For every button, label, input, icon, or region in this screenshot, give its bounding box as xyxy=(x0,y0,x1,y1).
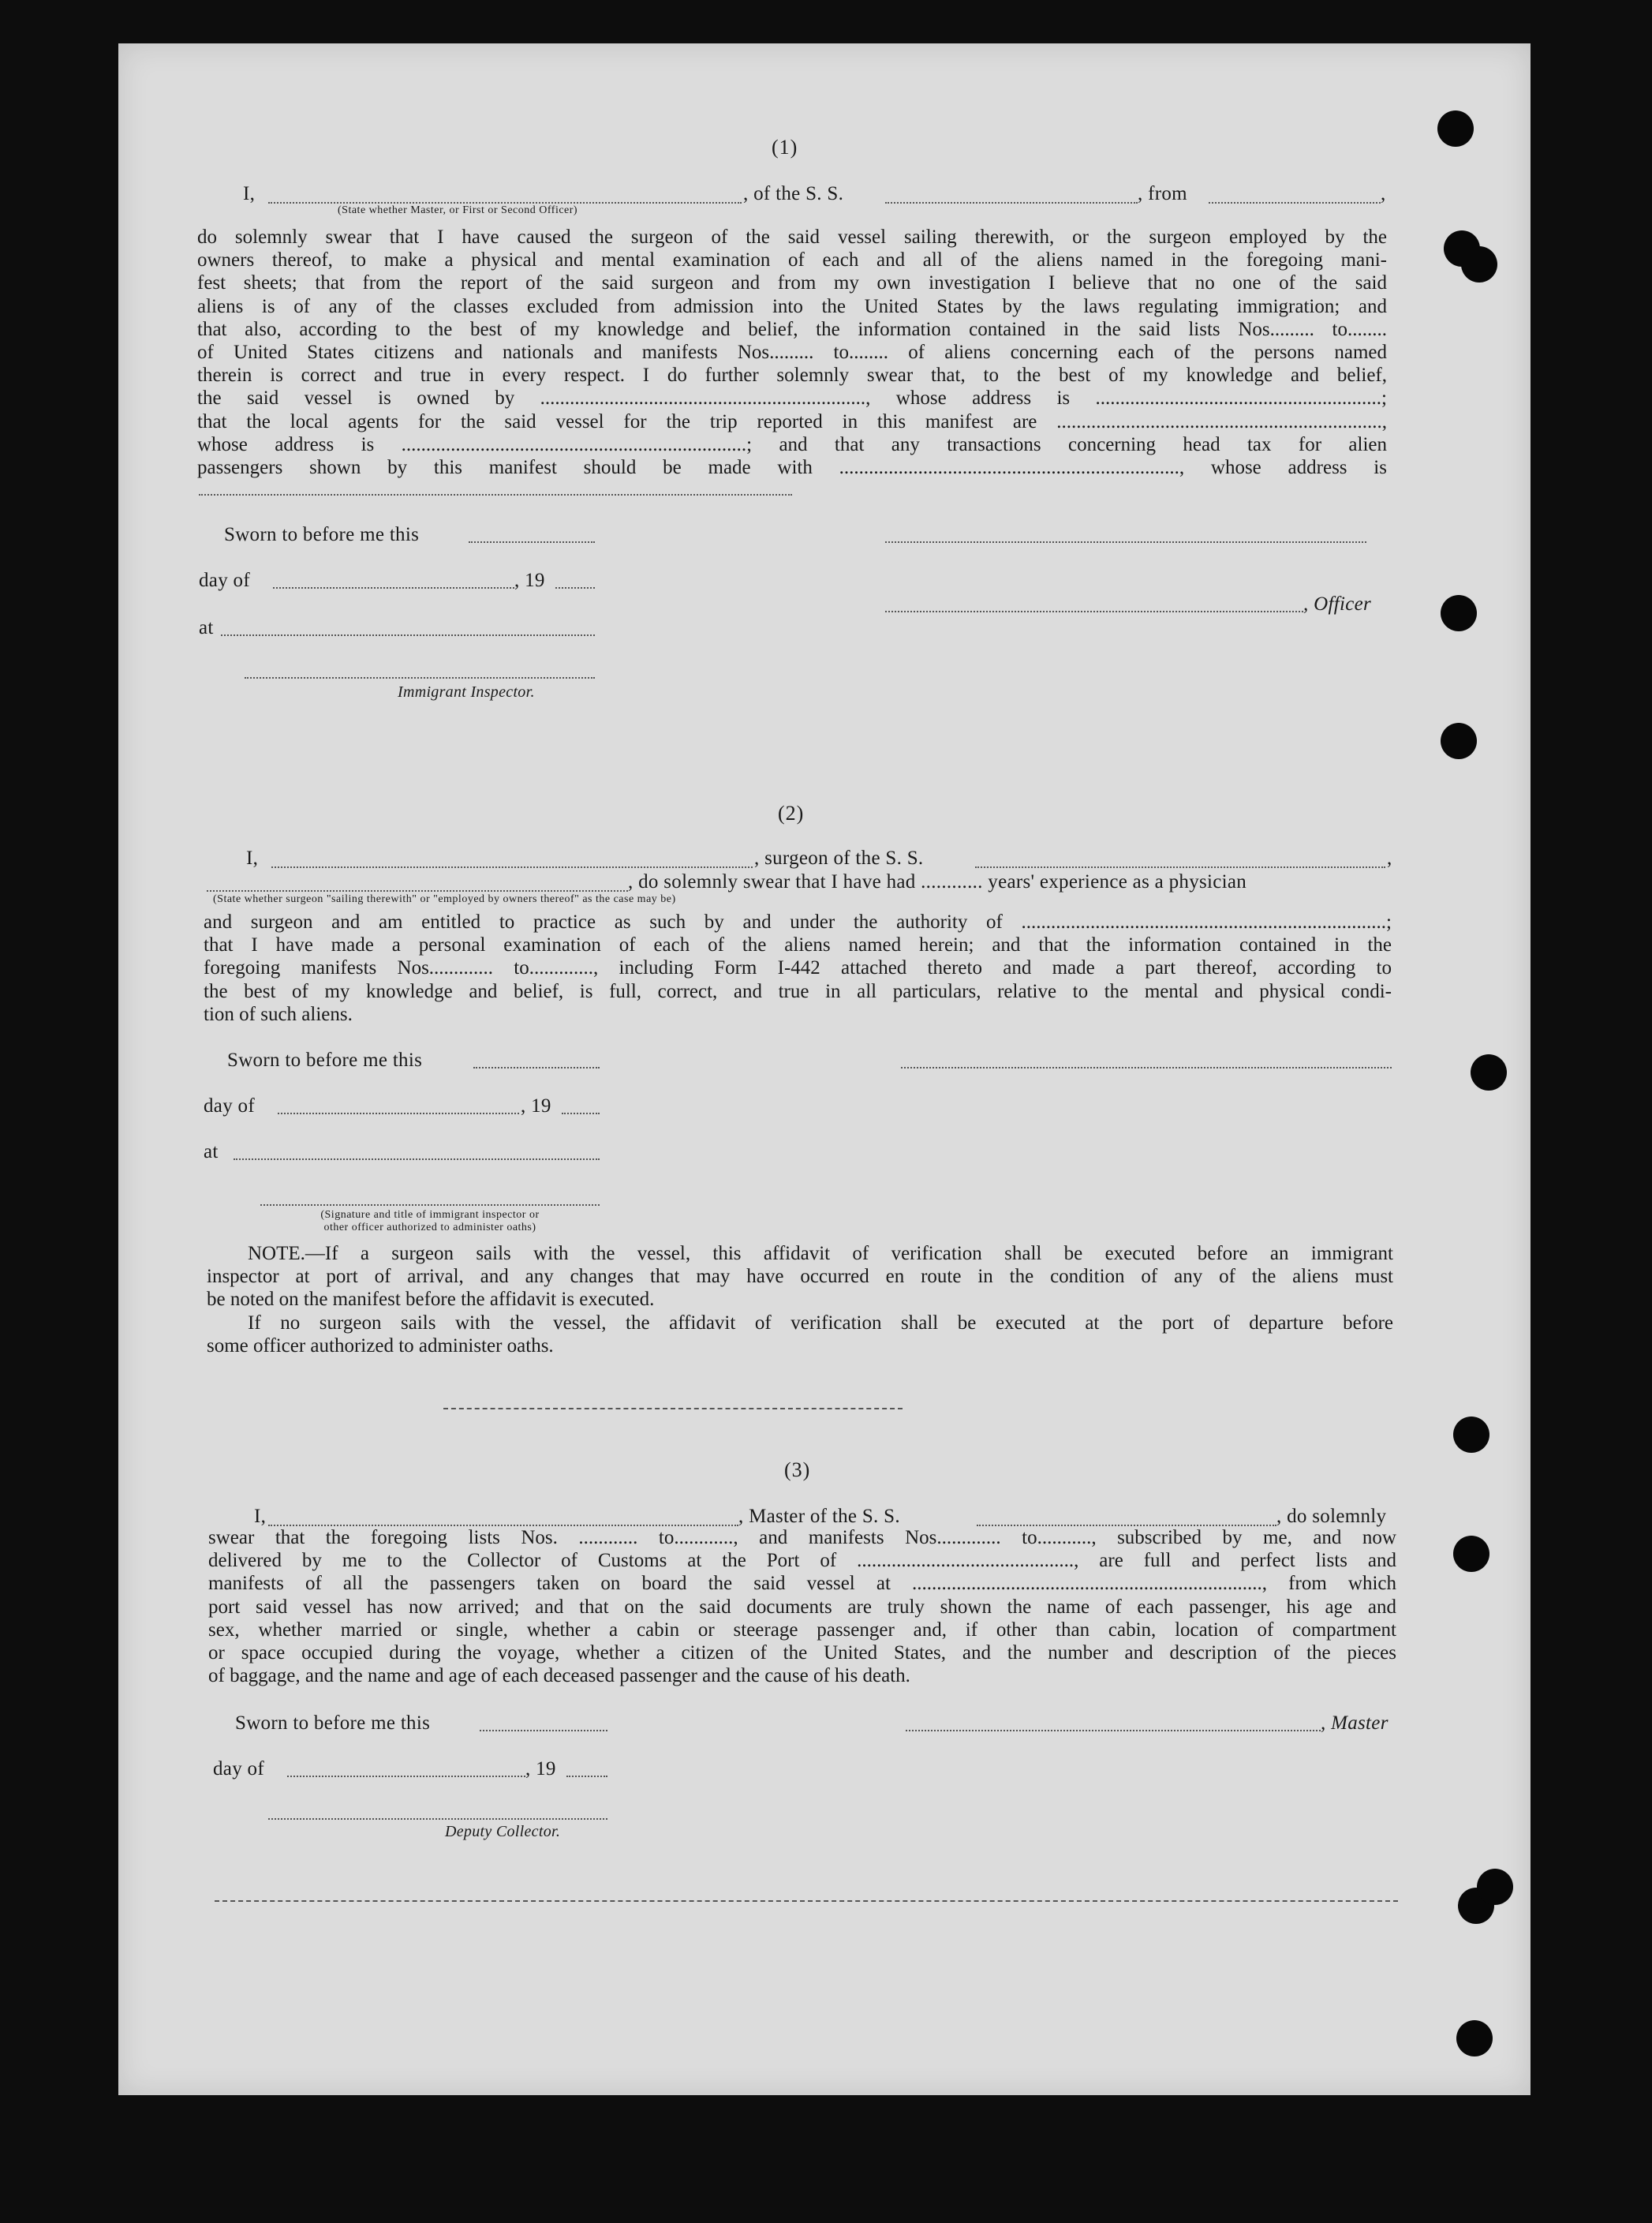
punch-hole xyxy=(1456,2020,1493,2056)
blank-line xyxy=(566,1776,607,1777)
note-line: NOTE.—If a surgeon sails with the vessel, this affidavit of verification shall be executed before an immigrant xyxy=(248,1243,1393,1264)
paragraph-line: swear that the foregoing lists Nos. ............ to............, and manifests Nos............. to..........., subscribed by me, and now xyxy=(208,1527,1396,1548)
experience-line: , do solemnly swear that I have had ............ years' experience as a physician xyxy=(628,871,1247,893)
oath-paragraph xyxy=(204,911,1392,1026)
oath-paragraph xyxy=(208,1526,1396,1687)
blank-line xyxy=(271,866,753,868)
section-number: (1) xyxy=(772,136,798,159)
surgeon-label: , surgeon of the S. S. xyxy=(754,848,924,869)
paragraph-line: fest sheets; that from the report of the said surgeon and from my own investigation I believe that no one of the said xyxy=(197,272,1387,294)
blank-line xyxy=(1209,202,1381,204)
sworn-label: Sworn to before me this xyxy=(235,1712,431,1734)
sworn-label: Sworn to before me this xyxy=(224,524,420,545)
signature-line xyxy=(245,677,595,679)
signature-line xyxy=(268,1818,607,1820)
line-end: , xyxy=(1387,848,1392,869)
paragraph-line: or space occupied during the voyage, whether a citizen of the United States, and the number and description of the pieces xyxy=(208,1642,1396,1664)
blank-line xyxy=(221,634,595,636)
punch-hole xyxy=(1471,1054,1507,1091)
blank-line xyxy=(234,1158,600,1160)
solemnly-label: , do solemnly xyxy=(1276,1506,1387,1527)
paragraph-line: and surgeon and am entitled to practice as such by and under the authority of ..........................................................................; xyxy=(204,911,1392,933)
blank-line xyxy=(268,202,742,204)
paragraph-line: that the local agents for the said vessel for the trip reported in this manifest are .................................................................., xyxy=(197,410,1387,432)
note-paragraph xyxy=(207,1242,1393,1357)
master-label: , Master of the S. S. xyxy=(738,1506,900,1527)
blank-line xyxy=(480,1730,607,1731)
blank-line xyxy=(278,1113,519,1114)
signature-line xyxy=(885,541,1366,543)
signature-line xyxy=(906,1730,1321,1731)
blank-line xyxy=(207,890,628,892)
paragraph-line: the said vessel is owned by .................................................................., whose address is ..........................................................; xyxy=(197,387,1387,410)
year-label: , 19 xyxy=(514,570,545,591)
paragraph-line: tion of such aliens. xyxy=(204,1003,353,1025)
oath-opening: I, xyxy=(243,183,256,204)
note-line: some officer authorized to administer oaths. xyxy=(207,1334,554,1357)
sworn-label: Sworn to before me this xyxy=(227,1050,423,1071)
paragraph-line: sex, whether married or single, whether a cabin or steerage passenger and, if other than cabin, location of compartment xyxy=(208,1619,1396,1641)
paragraph-line: that I have made a personal examination of each of the aliens named herein; and that the information contained in the xyxy=(204,934,1392,956)
signature-caption: (Signature and title of immigrant inspector or xyxy=(320,1209,540,1221)
officer-label: , Officer xyxy=(1303,593,1372,615)
divider xyxy=(215,1900,1398,1902)
paragraph-line: of United States citizens and nationals and manifests Nos......... to........ of aliens concerning each of the persons named xyxy=(197,342,1387,364)
line-end: , xyxy=(1381,183,1386,204)
divider xyxy=(443,1408,903,1409)
day-of-label: day of xyxy=(204,1095,255,1117)
blank-line xyxy=(975,866,1385,868)
paragraph-line: of baggage, and the name and age of each deceased passenger and the cause of his death. xyxy=(208,1665,910,1687)
paragraph-line: port said vessel has now arrived; and that on the said documents are truly shown the name of each passenger, his age and xyxy=(208,1596,1396,1618)
punch-hole xyxy=(1477,1869,1513,1905)
paragraph-line: whose address is ......................................................................; and that any transactions concerning head tax for alien xyxy=(197,433,1387,455)
note-line: inspector at port of arrival, and any changes that may have occurred en route in the condition of any of the aliens must xyxy=(207,1266,1393,1288)
punch-hole xyxy=(1453,1536,1489,1572)
inspector-label: Immigrant Inspector. xyxy=(398,683,535,701)
note-line: If no surgeon sails with the vessel, the affidavit of verification shall be executed at the port of departure before xyxy=(248,1312,1393,1334)
punch-hole xyxy=(1453,1417,1489,1453)
blank-line xyxy=(562,1113,600,1114)
paragraph-line: the best of my knowledge and belief, is full, correct, and true in all particulars, relative to the mental and physical condi- xyxy=(204,980,1392,1002)
at-label: at xyxy=(204,1141,219,1162)
vessel-label: , of the S. S. xyxy=(743,183,844,204)
signature-line xyxy=(885,611,1303,612)
day-of-label: day of xyxy=(213,1758,264,1780)
blank-line xyxy=(287,1776,525,1777)
oath-paragraph xyxy=(197,226,1387,479)
day-of-label: day of xyxy=(199,570,250,591)
from-label: , from xyxy=(1138,183,1187,204)
year-label: , 19 xyxy=(521,1095,551,1117)
paragraph-line: that also, according to the best of my knowledge and belief, the information contained in the said lists Nos......... to........ xyxy=(197,318,1387,340)
field-caption: (State whether surgeon "sailing therewith" or "employed by owners thereof" as the case may be) xyxy=(213,893,676,905)
blank-line xyxy=(199,494,792,496)
punch-hole xyxy=(1461,246,1497,283)
blank-line xyxy=(469,541,595,543)
signature-line xyxy=(260,1204,600,1206)
section-number: (3) xyxy=(784,1458,811,1481)
paragraph-line: delivered by me to the Collector of Customs at the Port of ............................................, are full and perfect lists and xyxy=(208,1550,1396,1572)
paragraph-line: owners thereof, to make a physical and mental examination of each and all of the aliens named in the foregoing mani- xyxy=(197,249,1387,271)
signature-line xyxy=(901,1067,1392,1068)
blank-line xyxy=(885,202,1138,204)
blank-line xyxy=(473,1067,600,1068)
blank-line xyxy=(273,587,514,589)
at-label: at xyxy=(199,617,214,638)
punch-hole xyxy=(1441,595,1477,631)
section-number: (2) xyxy=(778,802,805,825)
note-line: be noted on the manifest before the affidavit is executed. xyxy=(207,1289,655,1311)
paragraph-line: aliens is of any of the classes excluded from admission into the United States by the laws regulating immigration; and xyxy=(197,295,1387,317)
signature-caption: other officer authorized to administer oaths) xyxy=(323,1222,536,1233)
oath-opening: I, xyxy=(254,1506,267,1527)
punch-hole xyxy=(1437,110,1474,147)
blank-line xyxy=(555,587,595,589)
oath-opening: I, xyxy=(246,848,259,869)
master-signature-label: , Master xyxy=(1321,1712,1389,1734)
paragraph-line: manifests of all the passengers taken on board the said vessel at ......................................................................., from which xyxy=(208,1573,1396,1595)
collector-label: Deputy Collector. xyxy=(445,1823,561,1840)
punch-hole xyxy=(1441,723,1477,759)
paragraph-line: passengers shown by this manifest should be made with ....................................................................., whose address is xyxy=(197,457,1387,479)
year-label: , 19 xyxy=(525,1758,556,1780)
paragraph-line: foregoing manifests Nos............. to............., including Form I-442 attached thereto and made a part thereof, according to xyxy=(204,957,1392,979)
field-caption: (State whether Master, or First or Second Officer) xyxy=(338,204,578,216)
paragraph-line: therein is correct and true in every respect. I do further solemnly swear that, to the best of my knowledge and belief, xyxy=(197,365,1387,387)
paragraph-line: do solemnly swear that I have caused the surgeon of the said vessel sailing therewith, or the surgeon employed by the xyxy=(197,226,1387,248)
